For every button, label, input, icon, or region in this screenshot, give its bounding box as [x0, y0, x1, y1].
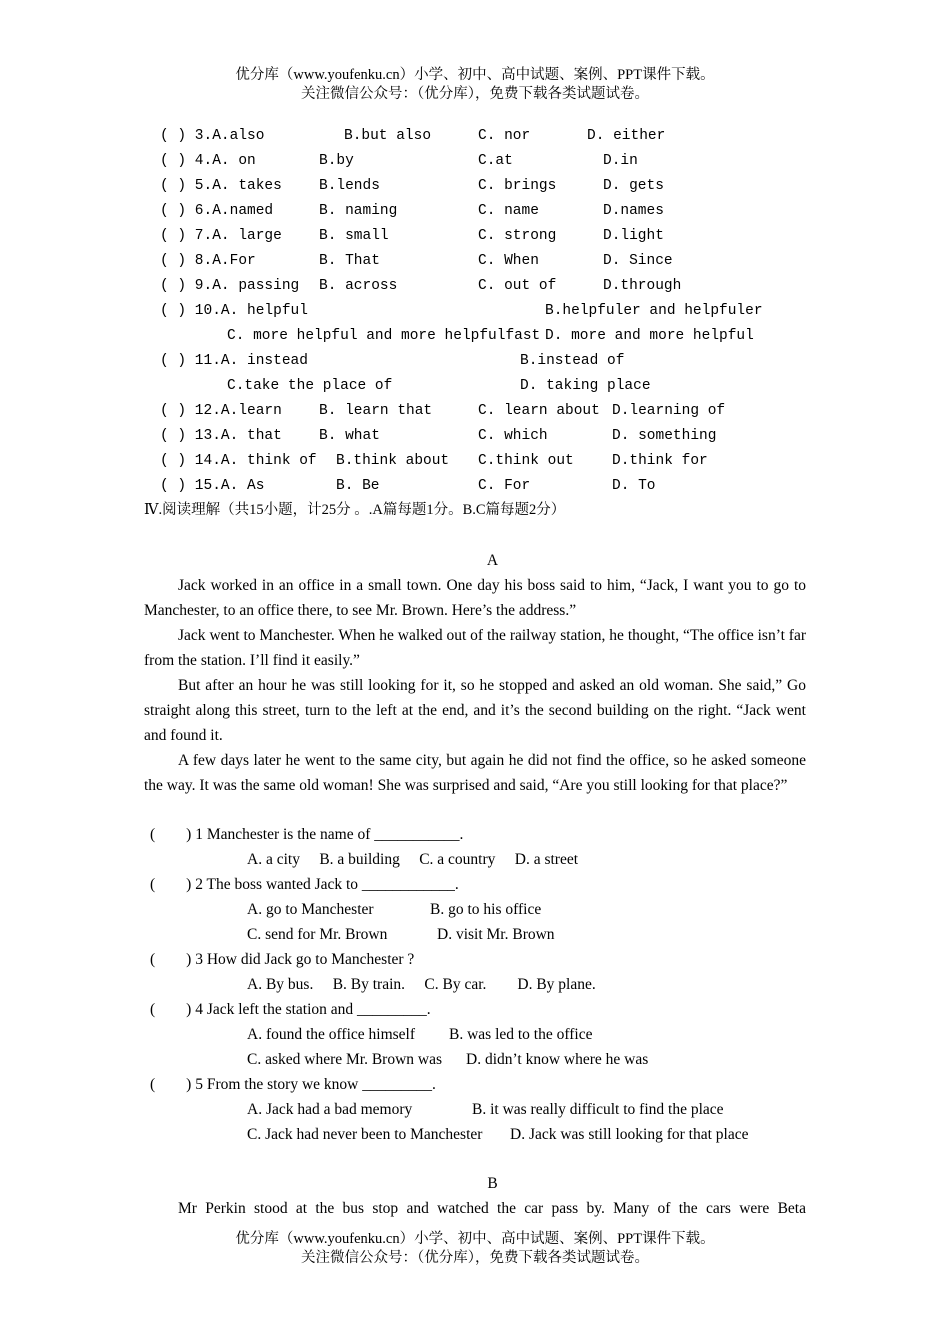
q6-option-c: C. name — [478, 203, 539, 219]
section-heading: Ⅳ.阅读理解（共15小题，计25分 。.A篇每题1分。B.C篇每题2分） — [144, 502, 566, 518]
q5-option-d: D. gets — [603, 178, 664, 194]
q9-option-d: D.through — [603, 278, 682, 294]
q11-option-d: D. taking place — [520, 378, 651, 394]
q14-number: ( ) 14.A. think of — [160, 453, 317, 469]
q3-number: ( ) 3.A.also — [160, 128, 265, 144]
question-5-option-a: A. Jack had a bad memory — [247, 1101, 413, 1118]
page-footer — [0, 1230, 950, 1268]
q4-option-c: C.at — [478, 153, 513, 169]
q12-option-c: C. learn about — [478, 403, 600, 419]
q8-option-b: B. That — [319, 253, 380, 269]
q9-option-c: C. out of — [478, 278, 557, 294]
question-2-option-d: D. visit Mr. Brown — [437, 926, 555, 943]
question-4-option-d: D. didn’t know where he was — [466, 1051, 649, 1068]
question-2-option-c: C. send for Mr. Brown — [247, 926, 388, 943]
q13-option-c: C. which — [478, 428, 548, 444]
question-4-option-b: B. was led to the office — [449, 1026, 593, 1043]
q15-option-d: D. To — [612, 478, 656, 494]
q5-option-c: C. brings — [478, 178, 557, 194]
passage-a-paragraph: Jack worked in an office in a small town. One day his boss said to him, “Jack, I want you to go to Manchester, to an office there, to see Mr. Brown. Here’s the address.” — [144, 577, 806, 619]
q12-number: ( ) 12.A.learn — [160, 403, 282, 419]
q10-option-b: B.helpfuler and helpfuler — [545, 303, 763, 319]
question-3-stem: ( ) 3 How did Jack go to Manchester ? — [150, 951, 415, 968]
footer-line-2: 关注微信公众号：（优分库），免费下载各类试题试卷。 — [301, 1250, 649, 1266]
q11-option-c: C.take the place of — [227, 378, 393, 394]
q5-number: ( ) 5.A. takes — [160, 178, 282, 194]
question-5-stem: ( ) 5 From the story we know _________. — [150, 1076, 436, 1093]
passage-a-paragraph: Jack went to Manchester. When he walked out of the railway station, he thought, “The office isn’t far from the station. I’ll find it easily.” — [144, 627, 806, 669]
question-5-option-d: D. Jack was still looking for that place — [510, 1126, 749, 1143]
q13-option-d: D. something — [612, 428, 717, 444]
footer-line-1: 优分库（www.youfenku.cn）小学、初中、高中试题、案例、PPT课件下载。 — [235, 1231, 715, 1247]
q8-option-d: D. Since — [603, 253, 673, 269]
q10-option-d: D. more and more helpful — [545, 328, 754, 344]
passage-b-label: B — [487, 1175, 498, 1192]
q4-option-b: B.by — [319, 153, 354, 169]
question-5-option-b: B. it was really difficult to find the place — [472, 1101, 724, 1118]
q14-option-d: D.think for — [612, 453, 708, 469]
q7-option-c: C. strong — [478, 228, 557, 244]
page-header — [0, 66, 950, 104]
passage-a-paragraph: But after an hour he was still looking for it, so he stopped and asked an old woman. She said,” Go straight along this street, turn to the left at the end, and it’s the second building on the right. “Jack went and found it. — [144, 677, 806, 744]
q7-option-d: D.light — [603, 228, 664, 244]
q11-option-a: ( ) 11.A. instead — [160, 353, 308, 369]
q10-option-c: C. more helpful and more helpfulfast — [227, 328, 541, 344]
q15-option-c: C. For — [478, 478, 531, 494]
passage-a-paragraph: A few days later he went to the same city, but again he did not find the office, so he asked someone the way. It was the same old woman! She was surprised and said, “Are you still looking for that place?” — [144, 752, 806, 794]
q15-number: ( ) 15.A. As — [160, 478, 265, 494]
q9-option-b: B. across — [319, 278, 398, 294]
q4-option-d: D.in — [603, 153, 638, 169]
question-2-option-b: B. go to his office — [430, 901, 542, 918]
question-5-option-c: C. Jack had never been to Manchester — [247, 1126, 483, 1143]
q11-option-b: B.instead of — [520, 353, 625, 369]
q3-option-c: C. nor — [478, 128, 531, 144]
question-1-stem: ( ) 1 Manchester is the name of ___________. — [150, 826, 464, 843]
question-2-stem: ( ) 2 The boss wanted Jack to ____________. — [150, 876, 459, 893]
q15-option-b: B. Be — [336, 478, 380, 494]
q12-option-d: D.learning of — [612, 403, 726, 419]
question-4-stem: ( ) 4 Jack left the station and _________. — [150, 1001, 431, 1018]
question-2-option-a: A. go to Manchester — [247, 901, 374, 918]
q10-option-a: ( ) 10.A. helpful — [160, 303, 308, 319]
q4-number: ( ) 4.A. on — [160, 153, 256, 169]
q3-option-d: D. either — [587, 128, 666, 144]
q3-option-b: B.but also — [344, 128, 432, 144]
q6-option-d: D.names — [603, 203, 664, 219]
passage-a-label: A — [486, 552, 499, 569]
question-3-options: A. By bus. B. By train. C. By car. D. By plane. — [247, 976, 596, 993]
q9-number: ( ) 9.A. passing — [160, 278, 300, 294]
q7-option-b: B. small — [319, 228, 389, 244]
question-4-option-c: C. asked where Mr. Brown was — [247, 1051, 443, 1068]
q12-option-b: B. learn that — [319, 403, 433, 419]
header-line-1: 优分库（www.youfenku.cn）小学、初中、高中试题、案例、PPT课件下载。 — [235, 67, 715, 83]
q14-option-c: C.think out — [478, 453, 574, 469]
q13-number: ( ) 13.A. that — [160, 428, 282, 444]
q6-option-b: B. naming — [319, 203, 398, 219]
question-1-options: A. a city B. a building C. a country D. a street — [247, 851, 579, 868]
passage-b-first-line: Mr Perkin stood at the bus stop and watched the car pass by. Many of the cars were Beta — [178, 1200, 806, 1217]
question-4-option-a: A. found the office himself — [247, 1026, 416, 1043]
q8-number: ( ) 8.A.For — [160, 253, 256, 269]
q14-option-b: B.think about — [336, 453, 450, 469]
q5-option-b: B.lends — [319, 178, 380, 194]
q7-number: ( ) 7.A. large — [160, 228, 282, 244]
q8-option-c: C. When — [478, 253, 539, 269]
q13-option-b: B. what — [319, 428, 380, 444]
q6-number: ( ) 6.A.named — [160, 203, 274, 219]
header-line-2: 关注微信公众号：（优分库），免费下载各类试题试卷。 — [301, 86, 649, 102]
